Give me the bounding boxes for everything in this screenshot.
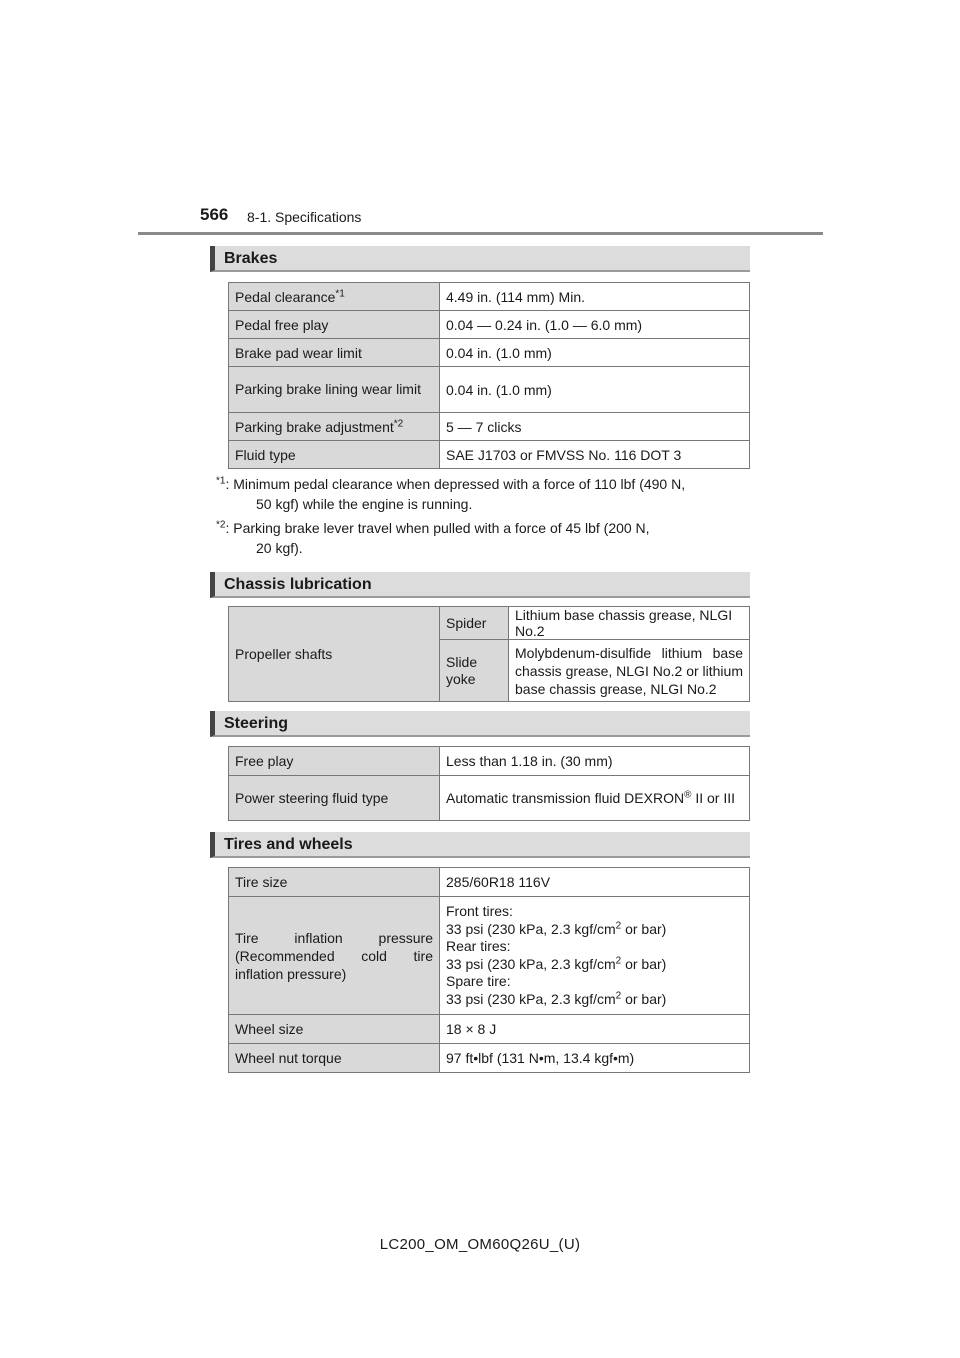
header-rule [138, 232, 823, 235]
table-row [229, 1044, 750, 1073]
parking-lining-value: 0.04 in. (1.0 mm) [440, 367, 750, 413]
fluid-type-value: SAE J1703 or FMVSS No. 116 DOT 3 [440, 441, 750, 469]
power-steering-fluid-label: Power steering fluid type [229, 776, 440, 821]
table-row [229, 339, 750, 367]
wheel-size-label: Wheel size [229, 1015, 440, 1044]
table-row [229, 897, 750, 1015]
table-row [229, 283, 750, 311]
parking-adjustment-label: Parking brake adjustment$^{*2}$ [229, 413, 440, 441]
table-row [229, 607, 750, 640]
tire-pressure-value: Front tires: 33 psi (230 kPa, 2.3 kgf/$cm^2$ or bar) Rear tires: 33 psi (230 kPa, 2.3 kgf/$cm^2$ or bar) Spare tire: 33 psi (230 kPa, 2.3 kgf/$cm^2$ or bar) [440, 897, 750, 1015]
parking-adjustment-value: 5 — 7 clicks [440, 413, 750, 441]
pedal-clearance-value: 4.49 in. (114 mm) Min. [440, 283, 750, 311]
table-row [229, 311, 750, 339]
slide-yoke-label: Slide yoke [440, 640, 509, 702]
chassis-table [228, 606, 750, 702]
table-row [229, 367, 750, 413]
slide-yoke-value: Molybdenum-disulfide lithium base chassis grease, NLGI No.2 or lithium base chassis grease, NLGI No.2 [509, 640, 750, 702]
fluid-type-label: Fluid type [229, 441, 440, 469]
wheel-size-value: 18 × 8 J [440, 1015, 750, 1044]
propeller-shafts-label: Propeller shafts [229, 607, 440, 702]
spider-label: Spider [440, 607, 509, 640]
steering-heading: Steering [210, 711, 750, 737]
tires-heading: Tires and wheels [210, 832, 750, 858]
brakes-table [228, 282, 750, 469]
spider-value: Lithium base chassis grease, NLGI No.2 [509, 607, 750, 640]
pedal-free-play-label: Pedal free play [229, 311, 440, 339]
free-play-value: Less than 1.18 in. (30 mm) [440, 747, 750, 776]
section-title: 8-1. Specifications [247, 209, 362, 225]
footnote-2: $^{*2}$: Parking brake lever travel when pulled with a force of 45 lbf (200 N, 20 kgf). [216, 519, 650, 556]
steering-table [228, 746, 750, 821]
tires-table [228, 867, 750, 1073]
table-row [229, 747, 750, 776]
power-steering-fluid-value: Automatic transmission fluid DEXRON® II or III [440, 776, 750, 821]
table-row [229, 868, 750, 897]
table-row [229, 441, 750, 469]
brake-pad-wear-value: 0.04 in. (1.0 mm) [440, 339, 750, 367]
brake-pad-wear-label: Brake pad wear limit [229, 339, 440, 367]
wheel-nut-torque-value: 97 ft•lbf (131 N•m, 13.4 kgf•m) [440, 1044, 750, 1073]
chassis-heading: Chassis lubrication [210, 572, 750, 598]
footnote-1: $^{*1}$: Minimum pedal clearance when depressed with a force of 110 lbf (490 N, 50 kgf) while the engine is running. [216, 475, 686, 512]
pedal-free-play-value: 0.04 — 0.24 in. (1.0 — 6.0 mm) [440, 311, 750, 339]
free-play-label: Free play [229, 747, 440, 776]
document-code: LC200_OM_OM60Q26U_(U) [379, 1236, 581, 1253]
table-row [229, 1015, 750, 1044]
table-row [229, 776, 750, 821]
table-row [229, 413, 750, 441]
brakes-heading: Brakes [210, 246, 750, 272]
parking-lining-label: Parking brake lining wear limit [229, 367, 440, 413]
tire-pressure-label: Tire inflation pressure (Recommended cold tire inflation pressure) [229, 897, 440, 1015]
pedal-clearance-label: Pedal clearance$^{*1}$ [229, 283, 440, 311]
wheel-nut-torque-label: Wheel nut torque [229, 1044, 440, 1073]
page-number: 566 [200, 205, 229, 224]
tire-size-value: 285/60R18 116V [440, 868, 750, 897]
tire-size-label: Tire size [229, 868, 440, 897]
